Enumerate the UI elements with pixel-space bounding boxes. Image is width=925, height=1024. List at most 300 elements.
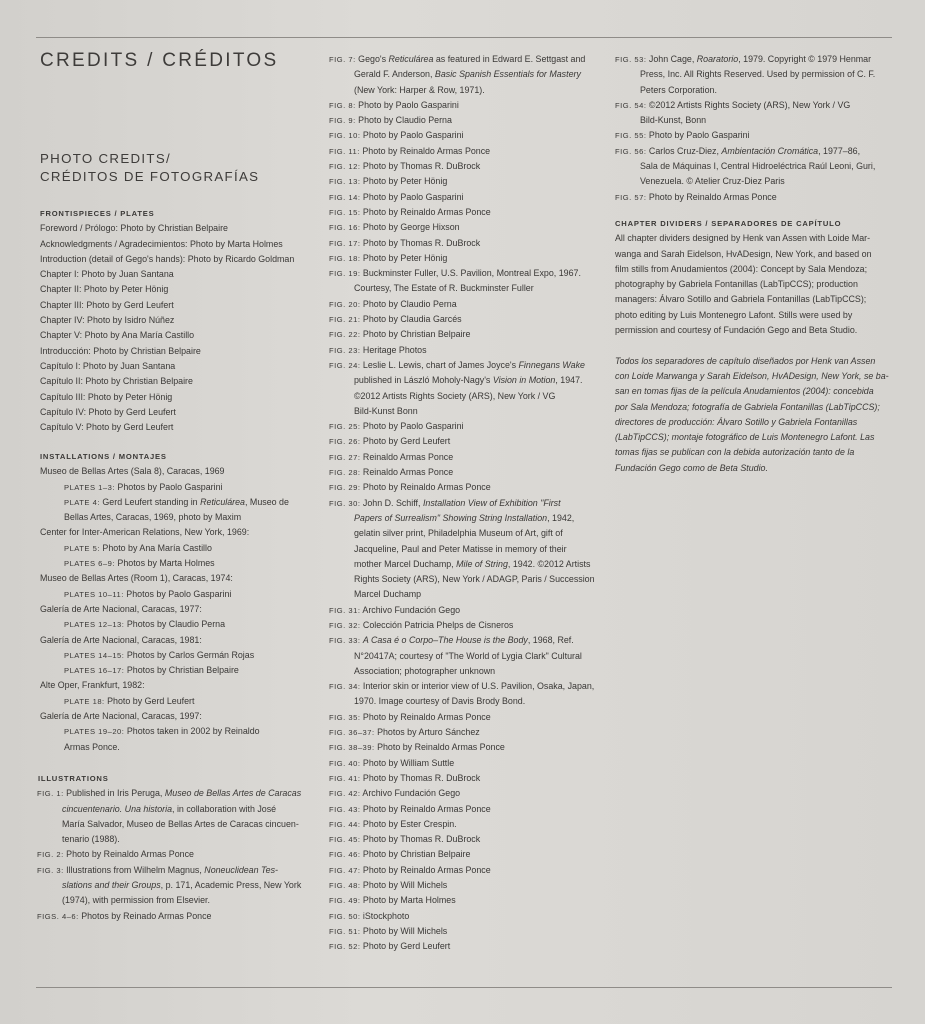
subtitle-line-2: CRÉDITOS DE FOTOGRAFÍAS <box>40 169 260 184</box>
divider-credit-line-es: con Loide Marwanga y Sarah Eidelson, HvADesign, New York, se ba- <box>615 370 889 381</box>
figure-number: FIG. 11: <box>329 146 360 156</box>
figure-title: Papers of Surrealism" Showing String Installation <box>354 512 548 523</box>
credit-text: Photo by Christian Belpaire <box>117 223 228 234</box>
figure-title: Basic Spanish Essentials for Mastery <box>434 69 581 80</box>
figure-text: Sala de Máquinas I, Central Hidroeléctrica Raúl Leoni, Guri, <box>640 161 876 172</box>
figure-text: Photo by Paolo Gasparini <box>646 130 750 141</box>
figure-title: cincuentenario. Una historia <box>62 803 173 814</box>
figure-line <box>329 205 609 220</box>
venue-text: Museo de Bellas Artes (Room 1), Caracas, 1974: <box>40 573 233 584</box>
plate-number: PLATE 18: <box>64 696 105 706</box>
figure-text: Reinaldo Armas Ponce <box>360 467 454 478</box>
plate-text: Photos taken in 2002 by Reinaldo <box>124 726 260 737</box>
plate-line <box>40 617 315 632</box>
figure-number: FIG. 48: <box>329 881 361 891</box>
figure-line <box>329 924 609 939</box>
figure-text: gelatin silver print, Philadelphia Museum of Art, gift of <box>354 528 563 539</box>
divider-credit-line: managers: Álvaro Sotillo and Gabriela Fontanillas (LabTipCCS); <box>615 294 867 305</box>
figure-text: Photo by Reinaldo Armas Ponce <box>374 742 505 753</box>
figure-text: Photo by Gerd Leufert <box>360 941 451 952</box>
credit-label: Capítulo I: <box>40 360 81 371</box>
figure-text: Photo by William Suttle <box>360 757 455 768</box>
figure-title: A Casa é o Corpo–The House is the Body <box>362 635 528 646</box>
credit-label: Chapter I: <box>40 269 79 280</box>
figure-line-cont <box>329 389 609 404</box>
figure-number: FIG. 43: <box>329 804 361 814</box>
credit-label: Introducción: <box>40 345 91 356</box>
figure-line-cont <box>329 404 609 419</box>
figure-line <box>329 618 609 633</box>
figure-text: , 1942. ©2012 Artists <box>507 558 591 569</box>
venue-line <box>40 571 315 586</box>
figure-text: Photo by Reinaldo Armas Ponce <box>360 482 491 493</box>
divider-credit-line-es: (LabTipCCS); montaje fotográfico de Luis Montenegro Lafont. Las <box>615 432 875 443</box>
chapter-dividers-spanish <box>615 354 890 476</box>
frontispieces-heading: FRONTISPIECES / PLATES <box>40 209 155 218</box>
figure-title: Noneuclidean Tes- <box>204 864 278 875</box>
plate-text: Photos by Paolo Gasparini <box>123 588 232 599</box>
credit-text: Photo by Gerd Leufert <box>83 299 174 310</box>
figure-line <box>329 878 609 893</box>
figure-text: Photo by Thomas R. DuBrock <box>360 161 481 172</box>
figure-line <box>329 450 609 465</box>
figure-text: Photo by Reinaldo Armas Ponce <box>360 206 491 217</box>
figure-line-cont <box>615 113 890 128</box>
plate-line <box>40 724 315 739</box>
figure-text: Photo by Thomas R. DuBrock <box>360 772 481 783</box>
figure-text: , 1947. <box>555 375 583 386</box>
figure-line <box>329 251 609 266</box>
figure-title: Finnegans Wake <box>518 359 585 370</box>
credit-line <box>40 221 315 236</box>
credit-label: Acknowledgments / Agradecimientos: <box>40 238 188 249</box>
figure-text: Photo by Will Michels <box>360 880 448 891</box>
figure-line <box>329 128 609 143</box>
plate-text: Photo by Gerd Leufert <box>104 695 195 706</box>
figure-text: (New York: Harper & Row, 1971). <box>354 84 485 95</box>
figure-line <box>329 236 609 251</box>
figure-number: FIG. 38–39: <box>329 743 375 753</box>
figure-line-cont <box>615 67 890 82</box>
plate-number: PLATE 5: <box>64 543 100 553</box>
credit-text: Photo by Ricardo Goldman <box>185 253 295 264</box>
figure-text: (1974), with permission from Elsevier. <box>62 895 210 906</box>
figure-line <box>615 190 890 205</box>
credit-text: Photo by Christian Belpaire <box>82 376 193 387</box>
figure-number: FIG. 1: <box>37 789 64 799</box>
credit-line <box>40 252 315 267</box>
figure-text: Photo by Reinaldo Armas Ponce <box>360 864 491 875</box>
credit-text: Photo by Peter Hönig <box>81 284 169 295</box>
section-title <box>40 150 259 186</box>
credit-label: Capítulo III: <box>40 391 86 402</box>
chapter-dividers-english <box>615 231 890 338</box>
figure-number: FIG. 21: <box>329 315 361 325</box>
figure-line <box>615 98 890 113</box>
credit-line <box>40 420 315 435</box>
figure-text: tenario (1988). <box>62 834 120 845</box>
figure-number: FIG. 46: <box>329 850 361 860</box>
subtitle-line-1: PHOTO CREDITS/ <box>40 151 171 166</box>
figure-text: Photo by Claudia Garcés <box>360 314 462 325</box>
credit-label: Chapter III: <box>40 299 84 310</box>
divider-credit-line-es: tomas fijas se publican con la debida autorización tanto de la <box>615 447 855 458</box>
credit-label: Capítulo IV: <box>40 406 87 417</box>
figure-text: Jacqueline, Paul and Peter Matisse in memory of their <box>354 543 567 554</box>
figure-text: Photo by Ester Crespin. <box>360 818 457 829</box>
figure-text: Courtesy, The Estate of R. Buckminster Fuller <box>354 283 534 294</box>
installations-section <box>40 449 315 755</box>
figure-text: Photo by Reinaldo Armas Ponce <box>63 849 194 860</box>
figure-line <box>329 832 609 847</box>
figure-title: slations and their Groups <box>62 880 161 891</box>
figure-number: FIG. 49: <box>329 896 361 906</box>
figure-text: , 1979. Copyright © 1979 Henmar <box>738 54 872 64</box>
plate-number: PLATES 1–3: <box>64 482 115 492</box>
figures-column-3 <box>615 52 890 205</box>
plate-text: Armas Ponce. <box>64 741 120 752</box>
figure-text: Photo by Gerd Leufert <box>360 436 451 447</box>
chapter-dividers-heading: CHAPTER DIVIDERS / SEPARADORES DE CAPÍTULO <box>615 219 842 228</box>
figure-line <box>329 633 609 648</box>
figure-text: , 1977–86, <box>818 145 861 156</box>
credit-line <box>40 344 315 359</box>
figure-text: Photo by Reinaldo Armas Ponce <box>360 803 491 814</box>
venue-line <box>40 464 315 479</box>
venue-text: Alte Oper, Frankfurt, 1982: <box>40 680 145 691</box>
figure-text: Photo by Reinaldo Armas Ponce <box>360 711 491 722</box>
credit-text: Photo by Gerd Leufert <box>83 422 174 433</box>
plate-text: Bellas Artes, Caracas, 1969, photo by Maxim <box>64 512 242 523</box>
figure-text: Colección Patricia Phelps de Cisneros <box>360 619 514 630</box>
figure-line-cont <box>615 83 890 98</box>
plate-number: PLATE 4: <box>64 497 100 507</box>
figure-line <box>329 297 609 312</box>
credit-text: Photo by Christian Belpaire <box>90 345 201 356</box>
figure-text: Gerald F. Anderson, <box>354 69 435 80</box>
figure-line <box>37 847 312 862</box>
figure-text: 1970. Image courtesy of Davis Brody Bond. <box>354 696 526 707</box>
figure-line-cont <box>37 832 312 847</box>
figure-text: Photo by Christian Belpaire <box>360 329 471 340</box>
divider-credit-line: photo editing by Luis Montenegro Lafont. Stills were used by <box>615 309 853 320</box>
figure-text: Photo by Claudio Perna <box>355 115 452 126</box>
credit-label: Chapter IV: <box>40 315 85 326</box>
figure-line <box>329 343 609 358</box>
figure-line <box>329 725 609 740</box>
figure-text: Photo by Paolo Gasparini <box>360 130 464 141</box>
figure-line <box>329 52 609 67</box>
divider-credit-line-es: Fundación Gego como de Beta Studio. <box>615 462 768 473</box>
figure-number: FIG. 19: <box>329 269 361 279</box>
figure-number: FIG. 51: <box>329 926 361 936</box>
credit-text: Photo by Isidro Núñez <box>84 315 175 326</box>
plate-line <box>40 541 315 556</box>
divider-credit-line: wanga and Sarah Eidelson, HvADesign, New York, and based on <box>615 248 872 259</box>
plate-text: Photo by Ana María Castillo <box>99 542 212 553</box>
figure-line <box>329 679 609 694</box>
installations-list <box>40 464 315 755</box>
figure-number: FIG. 26: <box>329 437 361 447</box>
credit-label: Foreword / Prólogo: <box>40 223 118 234</box>
venue-text: Galería de Arte Nacional, Caracas, 1997: <box>40 711 202 722</box>
figure-number: FIG. 2: <box>37 850 64 860</box>
figure-line <box>329 312 609 327</box>
figure-text: Bild-Kunst Bonn <box>354 405 418 416</box>
figure-number: FIG. 29: <box>329 483 361 493</box>
venue-line <box>40 525 315 540</box>
figure-text: Bild-Kunst, Bonn <box>640 115 707 126</box>
figure-number: FIG. 8: <box>329 100 356 110</box>
figure-line <box>329 113 609 128</box>
credit-text: Photo by Juan Santana <box>80 360 176 371</box>
figure-line <box>329 863 609 878</box>
figure-text: Photo by Peter Hönig <box>360 176 448 187</box>
figure-line <box>329 465 609 480</box>
figure-number: FIG. 12: <box>329 162 361 172</box>
figure-number: FIG. 23: <box>329 345 361 355</box>
figure-text: Photo by Marta Holmes <box>360 895 456 906</box>
figure-line <box>329 802 609 817</box>
figure-line <box>329 434 609 449</box>
figure-line <box>329 786 609 801</box>
figure-line-cont <box>329 572 609 587</box>
figure-number: FIG. 45: <box>329 835 361 845</box>
figure-text: Association; photographer unknown <box>354 665 496 676</box>
figure-number: FIG. 35: <box>329 712 361 722</box>
figure-line <box>329 710 609 725</box>
figure-number: FIG. 9: <box>329 116 356 126</box>
figure-line <box>329 939 609 954</box>
figure-title: Ambientación Cromática <box>721 145 819 156</box>
figure-line <box>615 52 890 67</box>
credit-text: Photo by Ana María Castillo <box>82 330 195 341</box>
figure-line-cont <box>329 511 609 526</box>
figure-number: FIG. 3: <box>37 865 64 875</box>
figure-number: FIG. 27: <box>329 452 361 462</box>
figure-number: FIG. 15: <box>329 207 361 217</box>
plate-number: PLATES 16–17: <box>64 666 125 676</box>
figure-text: Marcel Duchamp <box>354 589 422 600</box>
figure-number: FIG. 54: <box>615 100 647 110</box>
figure-line-cont <box>37 817 312 832</box>
figure-number: FIG. 40: <box>329 758 361 768</box>
frontispieces-section <box>40 206 315 435</box>
figure-line <box>329 740 609 755</box>
figure-text: Photo by Reinaldo Armas Ponce <box>359 145 491 156</box>
figure-line <box>329 174 609 189</box>
figure-title: Mile of String <box>456 558 508 569</box>
figure-number: FIG. 30: <box>329 498 361 508</box>
figure-number: FIG. 32: <box>329 620 361 630</box>
credit-line <box>40 328 315 343</box>
figure-text: , 1968, Ref. <box>527 635 574 646</box>
credit-line <box>40 237 315 252</box>
figures-list-2 <box>329 52 609 955</box>
figure-text: ©2012 Artists Rights Society (ARS), New York / VG <box>354 390 556 401</box>
figure-text: Buckminster Fuller, U.S. Pavilion, Montreal Expo, 1967. <box>360 268 581 279</box>
figure-line <box>329 496 609 511</box>
figure-line-cont <box>329 694 609 709</box>
figure-text: ©2012 Artists Rights Society (ARS), New York / VG <box>646 99 851 110</box>
figure-text: Photo by Claudio Perna <box>360 298 457 309</box>
credit-line <box>40 298 315 313</box>
figure-text: Heritage Photos <box>360 344 427 355</box>
plate-line <box>40 556 315 571</box>
plate-line <box>40 587 315 602</box>
figure-text: published in László Moholy-Nagy's <box>354 375 493 386</box>
plate-text: Photos by Claudio Perna <box>124 619 226 630</box>
figure-line <box>329 771 609 786</box>
divider-credit-line: photography by Gabriela Fontanillas (LabTipCCS); production <box>615 279 858 290</box>
plate-number: PLATES 10–11: <box>64 589 124 599</box>
figure-number: FIG. 10: <box>329 131 361 141</box>
installations-heading: INSTALLATIONS / MONTAJES <box>40 452 167 461</box>
figure-number: FIG. 52: <box>329 942 361 952</box>
plate-number: PLATES 12–13: <box>64 620 125 630</box>
divider-credit-line-es: directores de producción: Álvaro Sotillo y Gabriela Fontanillas <box>615 416 858 427</box>
figure-number: FIG. 57: <box>615 192 647 202</box>
figure-text: , in collaboration with José <box>172 803 277 814</box>
figure-line <box>329 266 609 281</box>
figure-text: Rights Society (ARS), New York / ADAGP, Paris / Succession <box>354 574 595 585</box>
figure-number: FIG. 18: <box>329 253 361 263</box>
credit-line <box>40 405 315 420</box>
figure-text: Photo by Peter Hönig <box>360 252 448 263</box>
figure-line-cont <box>329 83 609 98</box>
credit-label: Capítulo II: <box>40 376 83 387</box>
illustrations-heading: ILLUSTRATIONS <box>38 774 109 783</box>
plate-line <box>40 510 315 525</box>
figure-number: FIG. 28: <box>329 468 361 478</box>
divider-credit-line: film stills from Anudamientos (2004): Concept by Sala Mendoza; <box>615 263 868 274</box>
credit-text: Photo by Peter Hönig <box>85 391 173 402</box>
figure-text: María Salvador, Museo de Bellas Artes de Caracas cincuen- <box>62 818 299 829</box>
figure-text: mother Marcel Duchamp, <box>354 558 457 569</box>
figure-line-cont <box>329 67 609 82</box>
figures-column-2 <box>329 52 609 955</box>
plate-line <box>40 495 315 510</box>
figure-text: Photo by Christian Belpaire <box>360 849 471 860</box>
figure-text: Archivo Fundación Gego <box>360 604 461 615</box>
figure-text: as featured in Edward E. Settgast and <box>433 54 586 64</box>
figure-number: FIG. 24: <box>329 360 361 370</box>
illustrations-list <box>37 786 312 924</box>
figure-line <box>615 144 890 159</box>
figure-line <box>329 847 609 862</box>
figure-line-cont <box>615 159 890 174</box>
figure-line <box>329 817 609 832</box>
plate-line <box>40 480 315 495</box>
figure-text: Illustrations from Wilhelm Magnus, <box>63 864 205 875</box>
figure-text: Photo by Thomas R. DuBrock <box>360 834 481 845</box>
figure-line <box>329 144 609 159</box>
plate-line <box>40 648 315 663</box>
plate-line <box>40 694 315 709</box>
figure-text: Photo by Paolo Gasparini <box>360 191 464 202</box>
figure-number: FIG. 36–37: <box>329 728 375 738</box>
figure-line <box>329 327 609 342</box>
figure-number: FIG. 17: <box>329 238 361 248</box>
figure-title: Vision in Motion <box>492 375 556 386</box>
plate-line <box>40 663 315 678</box>
figure-text: Carlos Cruz-Diez, <box>646 145 722 156</box>
plate-number: PLATES 19–20: <box>64 727 125 737</box>
figure-line-cont <box>37 802 312 817</box>
figure-text: , 1942, <box>547 512 575 523</box>
chapter-dividers-section <box>615 216 890 476</box>
credit-text: Photo by Marta Holmes <box>187 238 283 249</box>
figure-line-cont <box>329 649 609 664</box>
figures-list-3 <box>615 52 890 205</box>
venue-line <box>40 709 315 724</box>
credit-label: Capítulo V: <box>40 422 84 433</box>
figure-line-cont <box>37 893 312 908</box>
figure-number: FIG. 13: <box>329 177 361 187</box>
figure-text: iStockphoto <box>360 910 410 921</box>
divider-credit-line: All chapter dividers designed by Henk van Assen with Loide Mar- <box>615 233 871 244</box>
figure-title: Roaratorio <box>696 54 739 64</box>
venue-line <box>40 602 315 617</box>
illustrations-section <box>37 771 312 924</box>
figure-text: Archivo Fundación Gego <box>360 788 461 799</box>
figure-title: Reticulárea <box>388 54 434 64</box>
credit-label: Chapter II: <box>40 284 82 295</box>
credit-line <box>40 313 315 328</box>
figure-number: FIG. 33: <box>329 636 361 646</box>
figure-number: FIG. 25: <box>329 422 361 432</box>
figure-text: Photo by Will Michels <box>360 925 448 936</box>
credit-label: Chapter V: <box>40 330 83 341</box>
figure-line <box>329 909 609 924</box>
figure-text: Leslie L. Lewis, chart of James Joyce's <box>360 359 519 370</box>
figure-line <box>329 220 609 235</box>
figure-line-cont <box>329 373 609 388</box>
figure-line <box>329 480 609 495</box>
figure-line-cont <box>329 542 609 557</box>
figure-number: FIG. 41: <box>329 773 361 783</box>
plate-number: PLATES 6–9: <box>64 559 115 569</box>
page-title: CREDITS / CRÉDITOS <box>40 50 279 71</box>
figure-title: Installation View of Exhibition "First <box>422 497 561 508</box>
figure-text: Photo by Thomas R. DuBrock <box>360 237 481 248</box>
credit-line <box>40 359 315 374</box>
divider-credit-line-es: por Sala Mendoza; fotografía de Gabriela Fontanillas (LabTipCCS); <box>615 401 880 412</box>
divider-credit-line-es: Todos los separadores de capítulo diseñados por Henk van Assen <box>615 355 876 366</box>
venue-text: Center for Inter-American Relations, New York, 1969: <box>40 527 250 538</box>
figure-text: , p. 171, Academic Press, New York <box>160 880 302 891</box>
figure-line <box>329 756 609 771</box>
figure-number: FIG. 50: <box>329 911 361 921</box>
top-rule <box>36 37 892 38</box>
figure-number: FIG. 34: <box>329 682 361 692</box>
plate-title: Reticulárea <box>200 496 245 507</box>
figure-number: FIG. 14: <box>329 192 361 202</box>
figure-number: FIG. 42: <box>329 789 361 799</box>
figure-text: Venezuela. © Atelier Cruz-Diez Paris <box>640 176 785 187</box>
credit-line <box>40 282 315 297</box>
figure-line <box>329 159 609 174</box>
plate-text: Photos by Marta Holmes <box>114 558 215 569</box>
figure-number: FIG. 47: <box>329 865 361 875</box>
venue-text: Museo de Bellas Artes (Sala 8), Caracas, 1969 <box>40 466 225 477</box>
plate-text-after: , Museo de <box>245 496 289 507</box>
figure-text: Photo by Reinaldo Armas Ponce <box>646 191 777 202</box>
figure-line-cont <box>329 281 609 296</box>
figure-text: Peters Corporation. <box>640 84 717 95</box>
venue-line <box>40 633 315 648</box>
figure-number: FIG. 44: <box>329 819 361 829</box>
